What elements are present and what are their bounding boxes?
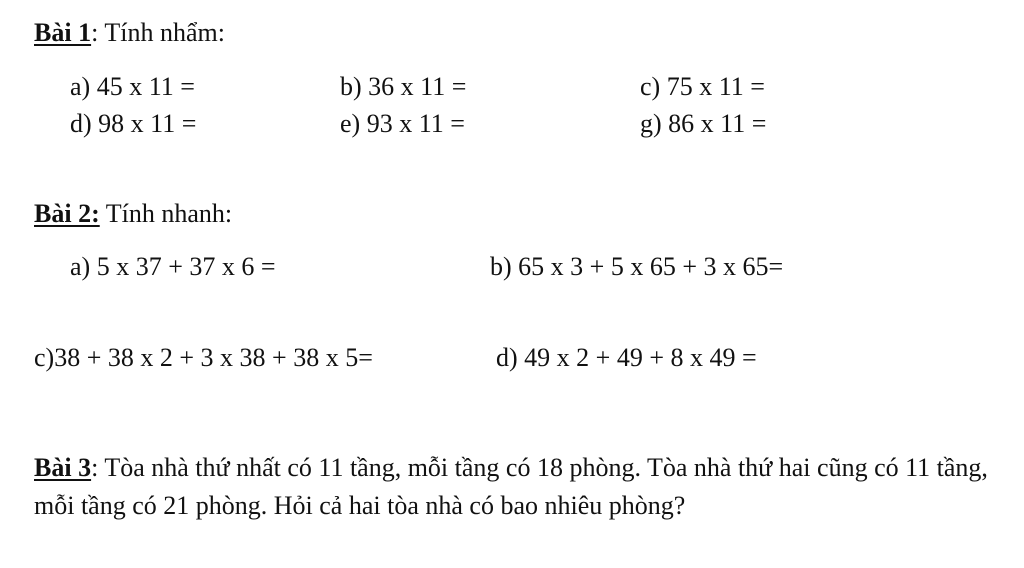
exercise-1-heading <box>34 20 225 46</box>
exercise-3-label: Bài 3 <box>34 453 92 482</box>
exercise-1-item-c: c) 75 x 11 = <box>640 72 765 101</box>
exercise-1-item-g: g) 86 x 11 = <box>640 109 767 138</box>
exercise-2-item-d: d) 49 x 2 + 49 + 8 x 49 = <box>496 343 757 372</box>
exercise-1-title: : Tính nhẩm: <box>91 18 225 47</box>
exercise-2-heading <box>34 201 232 227</box>
exercise-2-item-c: c)38 + 38 x 2 + 3 x 38 + 38 x 5= <box>34 343 373 372</box>
exercise-2-title: Tính nhanh: <box>99 199 233 228</box>
exercise-2-label: Bài 2: <box>34 199 100 228</box>
exercise-1-item-b: b) 36 x 11 = <box>340 72 467 101</box>
exercise-2-item-a: a) 5 x 37 + 37 x 6 = <box>70 252 276 281</box>
exercise-1-item-a: a) 45 x 11 = <box>70 72 195 101</box>
exercise-1-item-d: d) 98 x 11 = <box>70 109 197 138</box>
exercise-1-item-e: e) 93 x 11 = <box>340 109 465 138</box>
exercise-3-text: : Tòa nhà thứ nhất có 11 tầng, mỗi tầng có 18 phòng. Tòa nhà thứ hai cũng có 11 tầng, mỗi tầng có 21 phòng. Hỏi cả hai tòa nhà có bao nhiêu phòng? <box>34 453 988 520</box>
exercise-3-paragraph <box>34 449 1004 525</box>
exercise-2-item-b: b) 65 x 3 + 5 x 65 + 3 x 65= <box>490 252 784 281</box>
exercise-1-label: Bài 1 <box>34 18 92 47</box>
